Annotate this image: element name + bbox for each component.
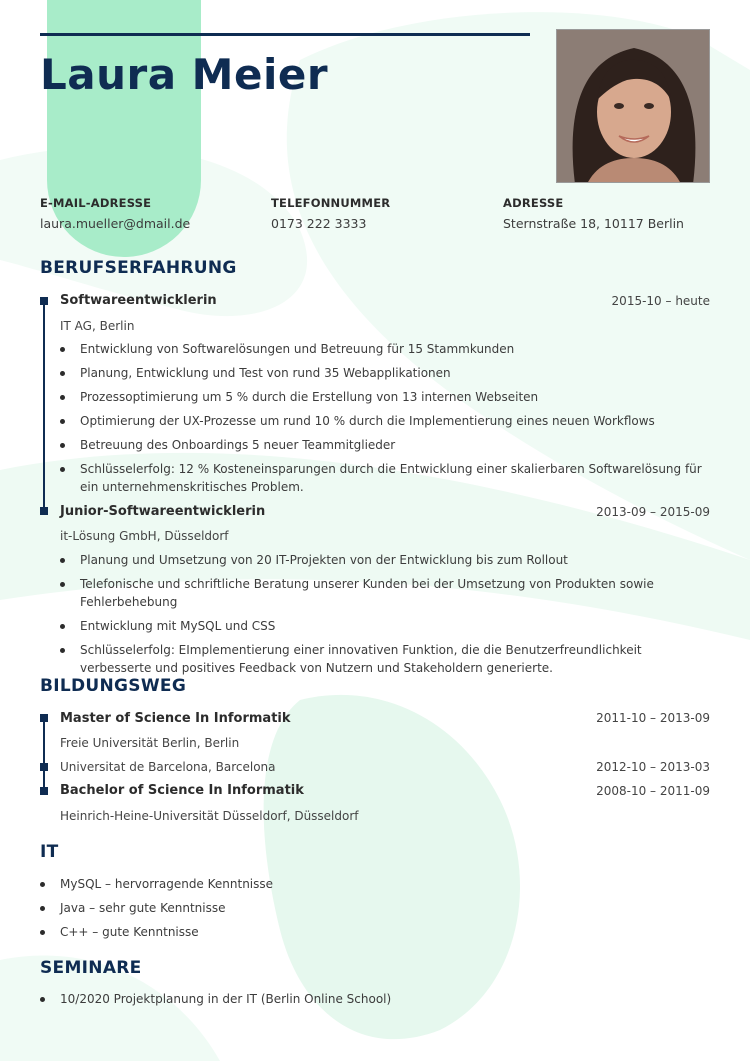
job-dates: 2015-10 – heute [611, 294, 710, 308]
contact-phone [271, 196, 491, 231]
skill-item: MySQL – hervorragende Kenntnisse [40, 875, 710, 893]
education-dates: 2012-10 – 2013-03 [596, 760, 710, 774]
seminar-item: 10/2020 Projektplanung in der IT (Berlin Online School) [40, 990, 710, 1008]
bullet-item: Prozessoptimierung um 5 % durch die Erstellung von 13 internen Webseiten [60, 388, 710, 406]
address-value: Sternstraße 18, 10117 Berlin [503, 216, 684, 231]
experience-title: BERUFSERFAHRUNG [40, 258, 237, 278]
education-title: BILDUNGSWEG [40, 676, 187, 696]
email-value[interactable]: laura.mueller@dmail.de [40, 216, 191, 231]
education-timeline [43, 718, 45, 792]
seminars-title: SEMINARE [40, 958, 142, 978]
timeline-marker [40, 507, 48, 515]
skill-item: Java – sehr gute Kenntnisse [40, 899, 710, 917]
profile-photo [556, 29, 710, 183]
skill-item: C++ – gute Kenntnisse [40, 923, 710, 941]
bullet-item: Telefonische und schriftliche Beratung unserer Kunden bei der Umsetzung von Produkten sowie Fehlerbehebung [60, 575, 710, 611]
phone-value[interactable]: 0173 222 3333 [271, 216, 367, 231]
education-dates: 2011-10 – 2013-09 [596, 711, 710, 725]
bullet-item: Entwicklung von Softwarelösungen und Betreuung für 15 Stammkunden [60, 340, 710, 358]
bullet-item: Schlüsselerfolg: 12 % Kosteneinsparungen durch die Entwicklung einer skalierbaren Softwarelösung für ein unternehmenskritisches Problem. [60, 460, 710, 496]
job-bullets [60, 340, 710, 496]
experience-timeline [43, 300, 45, 512]
degree-title: Universitat de Barcelona, Barcelona [60, 760, 276, 774]
job-bullets [60, 551, 710, 677]
phone-label: TELEFONNUMMER [271, 196, 391, 210]
education-school: Freie Universität Berlin, Berlin [60, 736, 240, 750]
portrait-illustration [557, 30, 710, 183]
degree-title: Master of Science In Informatik [60, 711, 291, 726]
education-dates: 2008-10 – 2011-09 [596, 784, 710, 798]
job-company: it-Lösung GmbH, Düsseldorf [60, 529, 229, 543]
education-school: Heinrich-Heine-Universität Düsseldorf, Düsseldorf [60, 809, 359, 823]
job-title: Junior-Softwareentwicklerin [60, 504, 266, 519]
email-label: E-MAIL-ADRESSE [40, 196, 152, 210]
timeline-marker [40, 787, 48, 795]
bullet-item: Entwicklung mit MySQL und CSS [60, 617, 710, 635]
timeline-marker [40, 763, 48, 771]
job-company: IT AG, Berlin [60, 319, 135, 333]
job-title: Softwareentwicklerin [60, 293, 217, 308]
bullet-item: Planung und Umsetzung von 20 IT-Projekten von der Entwicklung bis zum Rollout [60, 551, 710, 569]
bullet-item: Optimierung der UX-Prozesse um rund 10 % durch die Implementierung eines neuen Workflows [60, 412, 710, 430]
contact-email [40, 196, 260, 231]
header-rule [40, 33, 530, 36]
contact-address [503, 196, 723, 231]
job-dates: 2013-09 – 2015-09 [596, 505, 710, 519]
seminars-list [40, 990, 710, 1008]
bullet-item: Schlüsselerfolg: EImplementierung einer innovativen Funktion, die die Benutzerfreundlichkeit verbesserte und positives Feedback von Nutzern und Stakeholdern generierte. [60, 641, 710, 677]
degree-title: Bachelor of Science In Informatik [60, 783, 304, 798]
bullet-item: Betreuung des Onboardings 5 neuer Teammitglieder [60, 436, 710, 454]
timeline-marker [40, 714, 48, 722]
it-skills-list [40, 875, 710, 941]
candidate-name: Laura Meier [40, 50, 329, 99]
timeline-marker [40, 297, 48, 305]
bullet-item: Planung, Entwicklung und Test von rund 35 Webapplikationen [60, 364, 710, 382]
it-title: IT [40, 842, 59, 862]
address-label: ADRESSE [503, 196, 564, 210]
